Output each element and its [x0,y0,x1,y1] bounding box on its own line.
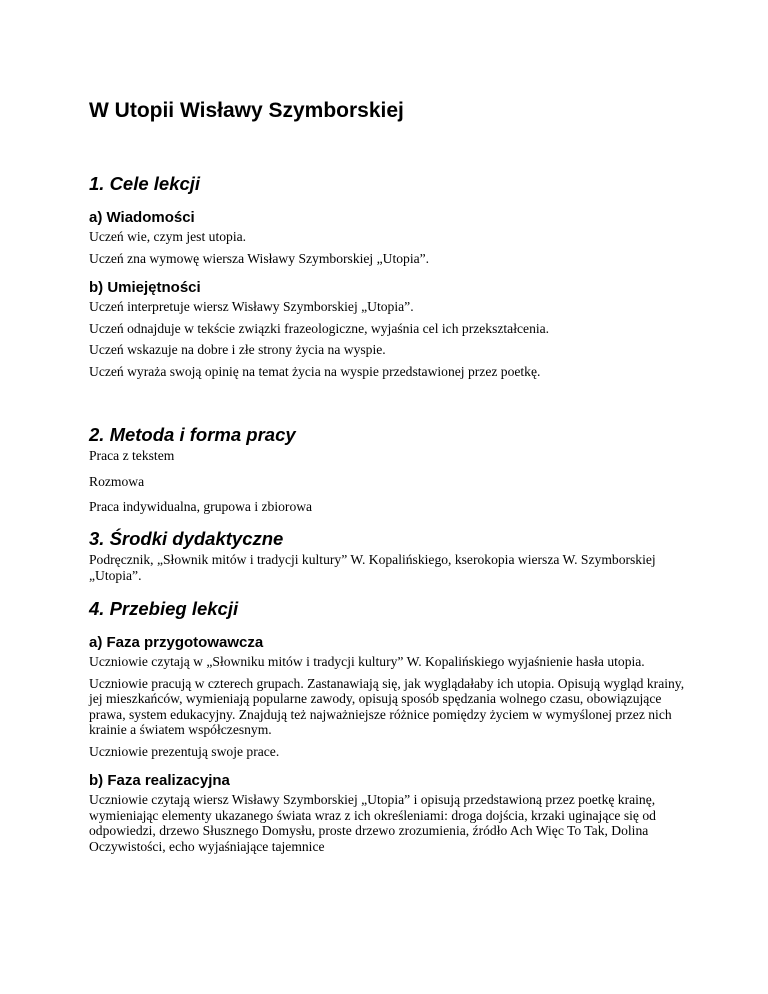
section-lesson-flow-heading: 4. Przebieg lekcji [89,598,239,619]
method-item-3: Praca indywidualna, grupowa i zbiorowa [89,499,313,514]
realization-paragraph: Uczniowie czytają wiersz Wisławy Szymborskiej „Utopia” i opisują przedstawioną przez poetkę krainę, wymieniając elementy ukazanego świata wraz z ich określeniami: droga dojścia, krzaki uginające się od odpowiedzi, drzewo Słusznego Domysłu, proste drzewo zrozumienia, źródło Ach Więc To Tak, Dolina Oczywistości, echo wyjaśniające tajemnice [89,792,656,854]
method-item-2: Rozmowa [89,473,145,489]
goal-skill-1: Uczeń interpretuje wiersz Wisławy Szymborskiej „Utopia”. [89,299,414,314]
section-goals-heading: 1. Cele lekcji [89,173,201,194]
subsection-realization-heading: b) Faza realizacyjna [89,772,230,789]
preparation-paragraph-1: Uczniowie czytają w „Słowniku mitów i tradycji kultury” W. Kopalińskiego wyjaśnienie hasła utopia. [89,654,645,669]
section-materials-heading: 3. Środki dydaktyczne [89,528,284,549]
goal-skill-4: Uczeń wyraża swoją opinię na temat życia na wyspie przedstawionej przez poetkę. [89,363,541,379]
section-materials [89,528,689,589]
goal-knowledge-2: Uczeń zna wymowę wiersza Wisławy Szymborskiej „Utopia”. [89,250,430,266]
materials-text: Podręcznik, „Słownik mitów i tradycji kultury” W. Kopalińskiego, kserokopia wiersza W. Szymborskiej „Utopia”. [89,552,656,583]
preparation-paragraph-3: Uczniowie prezentują swoje prace. [89,743,280,759]
goal-skill-3: Uczeń wskazuje na dobre i złe strony życia na wyspie. [89,342,386,357]
subsection-knowledge-heading: a) Wiadomości [89,209,195,226]
subsection-skills-heading: b) Umiejętności [89,279,201,296]
document-title: W Utopii Wisławy Szymborskiej [89,99,404,122]
method-item-1: Praca z tekstem [89,448,175,463]
section-lesson-flow [89,598,689,860]
goal-knowledge-1: Uczeń wie, czym jest utopia. [89,229,247,244]
section-goals [89,173,689,385]
goal-skill-2: Uczeń odnajduje w tekście związki frazeologiczne, wyjaśnia cel ich przekształcenia. [89,320,550,336]
subsection-preparation-heading: a) Faza przygotowawcza [89,634,264,651]
section-method-heading: 2. Metoda i forma pracy [89,424,296,445]
preparation-paragraph-2: Uczniowie pracują w czterech grupach. Zastanawiają się, jak wyglądałaby ich utopia. Opisują wygląd krainy, jej mieszkańców, wymieniają popularne zawody, opisują sposób spędzania wolnego czasu, obowiązujące prawa, system edukacyjny. Znajdują też najważniejsze różnice pomiędzy życiem w wymyślonej przez nich krainie a światem współczesnym. [89,675,685,737]
section-method [89,424,689,521]
